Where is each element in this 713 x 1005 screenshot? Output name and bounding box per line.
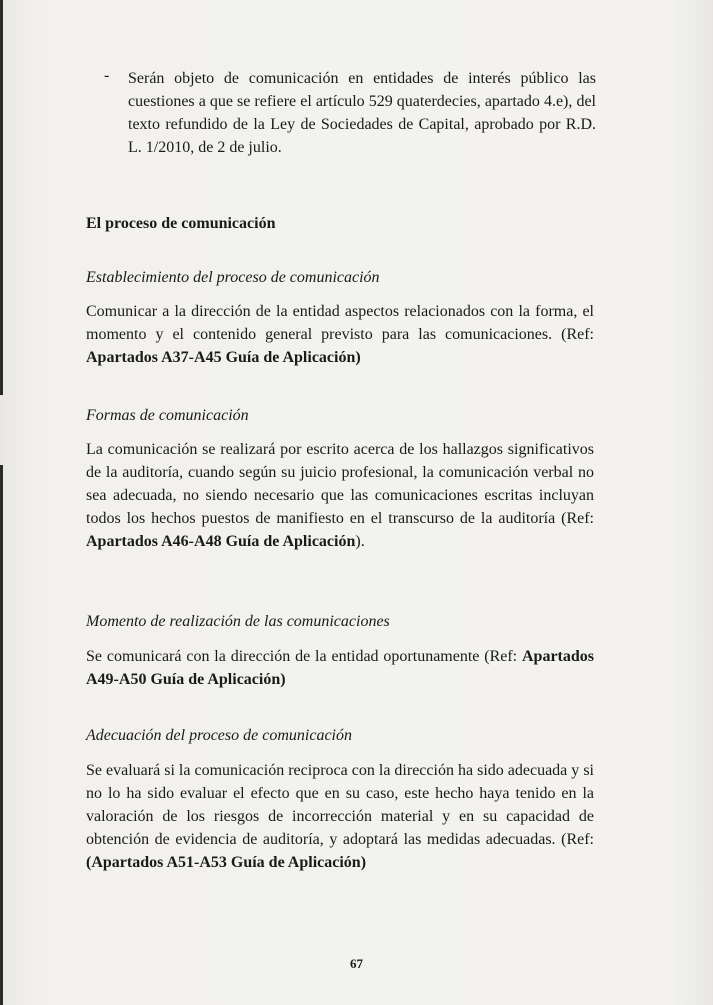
page-edge-shadow — [0, 0, 3, 1005]
paragraph-formas — [86, 438, 594, 553]
section-title: El proceso de comunicación — [86, 215, 276, 232]
paragraph-body: Comunicar a la dirección de la entidad aspectos relacionados con la forma, el momento y el contenido general previsto para las comunicaciones. (Ref: — [86, 303, 594, 343]
paragraph-body: La comunicación se realizará por escrito acerca de los hallazgos significativos de la auditoría, cuando según su juicio profesional, la comunicación verbal no sea adecuada, no siendo necesario que las comunicaciones escritas incluyan todos los hechos puestos de manifiesto en el transcurso de la auditoría (Ref: — [86, 441, 594, 527]
paragraph-momento — [86, 645, 594, 691]
paragraph-adecuacion — [86, 759, 594, 874]
paragraph-tail: ). — [355, 533, 365, 550]
page-edge-gap — [0, 395, 3, 465]
page-number: 67 — [350, 956, 363, 971]
paragraph-body: Se evaluará si la comunicación reciproca con la dirección ha sido adecuada y si no lo ha sido evaluar el efecto que en su caso, este hecho haya tenido en la valoración de los riesgos de incorrección material y en su capacidad de obtención de evidencia de auditoría, y adoptará las medidas adecuadas. (Ref: — [86, 762, 594, 848]
bullet-marker: - — [104, 67, 110, 84]
subtitle-establecimiento: Establecimiento del proceso de comunicación — [86, 269, 380, 286]
subtitle-formas: Formas de comunicación — [86, 407, 249, 424]
paragraph-reference: (Apartados A51-A53 Guía de Aplicación) — [86, 854, 367, 871]
paragraph-reference: Apartados A46-A48 Guía de Aplicación — [86, 533, 356, 550]
paragraph-body: Se comunicará con la dirección de la entidad oportunamente (Ref: — [86, 648, 522, 665]
paragraph-establecimiento — [86, 300, 594, 369]
subtitle-momento: Momento de realización de las comunicaciones — [86, 613, 390, 630]
paragraph-reference: Apartados A49-A50 Guía de Aplicación) — [86, 648, 594, 688]
subtitle-adecuacion: Adecuación del proceso de comunicación — [86, 727, 352, 744]
bullet-paragraph: Serán objeto de comunicación en entidades de interés público las cuestiones a que se refiere el artículo 529 quaterdecies, apartado 4.e), del texto refundido de la Ley de Sociedades de Capital, aprobado por R.D. L. 1/2010, de 2 de julio. — [128, 70, 596, 156]
paragraph-reference: Apartados A37-A45 Guía de Aplicación) — [86, 349, 361, 366]
